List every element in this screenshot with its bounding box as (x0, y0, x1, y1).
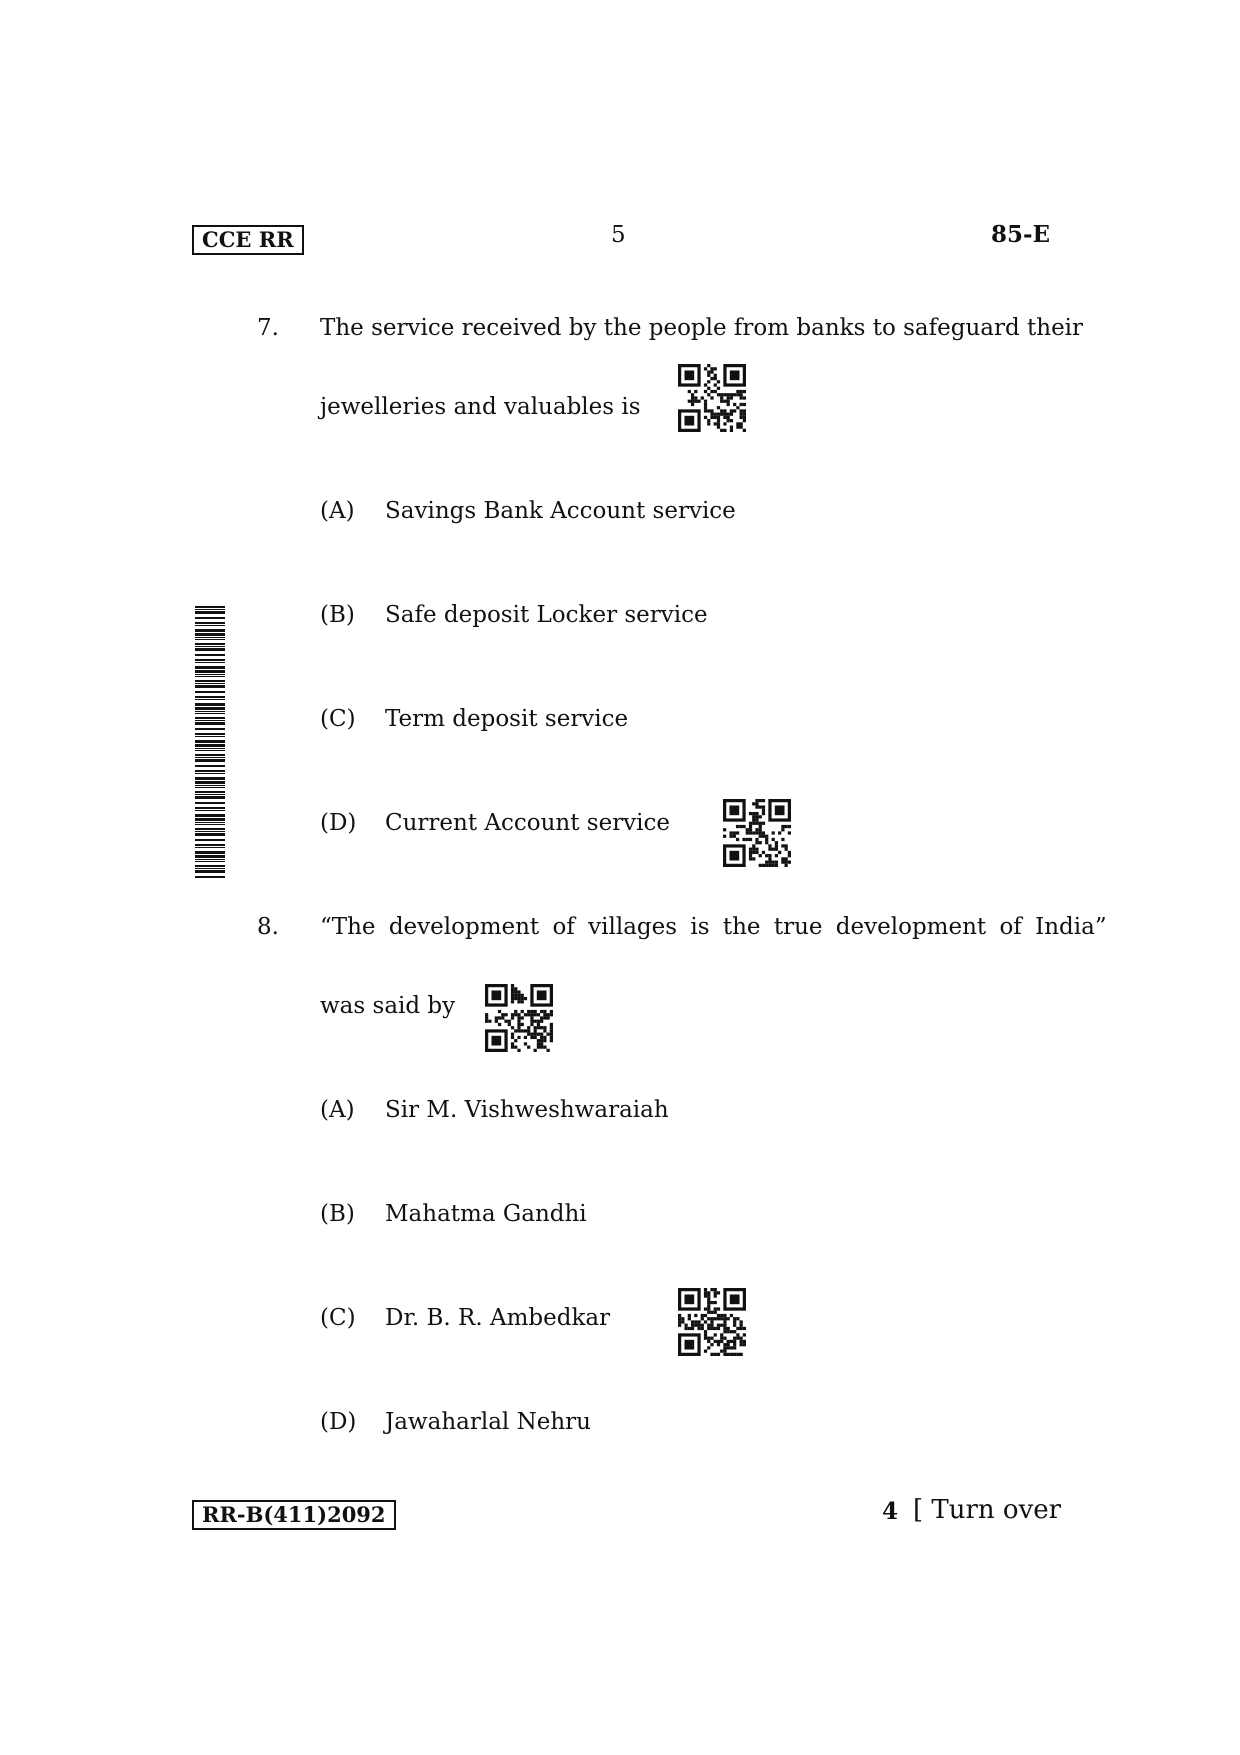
option-text: Mahatma Gandhi (385, 1201, 587, 1227)
question-number: 7. (257, 315, 279, 341)
qr-code-icon (678, 1288, 746, 1356)
question-text-line: was said by (320, 993, 456, 1019)
option-text: Current Account service (385, 810, 671, 836)
question-text-line: “The development of villages is the true development of India” (320, 914, 1107, 940)
option-letter: (A) (320, 1097, 355, 1123)
option-letter: (C) (320, 706, 356, 732)
question-text-line: The service received by the people from banks to safeguard their (320, 315, 1084, 341)
option-letter: (A) (320, 498, 355, 524)
qr-code-icon (678, 364, 746, 432)
question-text-line: jewelleries and valuables is (320, 394, 641, 420)
option-text: Sir M. Vishweshwaraiah (385, 1097, 669, 1123)
option-text: Term deposit service (385, 706, 629, 732)
option-letter: (D) (320, 1409, 357, 1435)
option-text: Savings Bank Account service (385, 498, 736, 524)
footer-page-count: 4 (882, 1498, 899, 1525)
option-letter: (D) (320, 810, 357, 836)
footer-left-code: RR-B(411)2092 (192, 1500, 396, 1530)
option-text: Jawaharlal Nehru (385, 1409, 591, 1435)
barcode-icon (195, 606, 225, 878)
option-letter: (C) (320, 1305, 356, 1331)
option-letter: (B) (320, 1201, 355, 1227)
page-number: 5 (611, 222, 626, 248)
option-text: Dr. B. R. Ambedkar (385, 1305, 611, 1331)
qr-code-icon (723, 799, 791, 867)
option-text: Safe deposit Locker service (385, 602, 708, 628)
qr-code-icon (485, 984, 553, 1052)
header-right-code: 85-E (991, 221, 1051, 248)
option-letter: (B) (320, 602, 355, 628)
question-number: 8. (257, 914, 279, 940)
turn-over-text: [ Turn over (913, 1495, 1062, 1525)
header-left-code: CCE RR (192, 225, 304, 255)
